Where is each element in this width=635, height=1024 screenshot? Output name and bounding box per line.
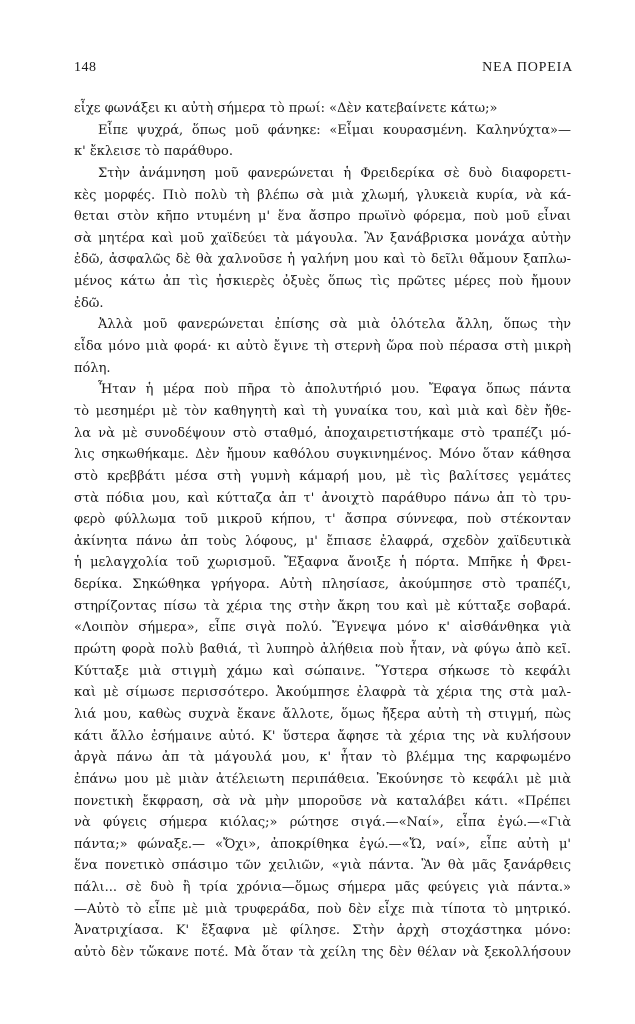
text-line: Κύτταξε μιὰ στιγμὴ χάμω καὶ σώπαινε. Ὕστερα σήκωσε τὸ κεφάλι xyxy=(74,663,571,679)
text-line: στηρίζοντας πίσω τὰ χέρια της στὴν ἄκρη του καὶ μὲ κύτταξε σοβαρά. xyxy=(74,598,571,614)
text-line: ἐδῶ, ἀσφαλῶς δὲ θὰ χαλνοῦσε ἡ γαλήνη μου καὶ τὸ δεῖλι θἄμουν ξαπλω- xyxy=(74,252,571,268)
text-line: τὸ μεσημέρι μὲ τὸν καθηγητὴ καὶ τὴ γυναίκα του, καὶ μιὰ καὶ δὲν ἤθε- xyxy=(74,403,571,419)
text-line: λις σηκωθήκαμε. Δὲν ἤμουν καθόλου συγκινημένος. Μόνο ὅταν κάθησα xyxy=(74,447,571,463)
text-line: πονετικὴ ἔκφραση, σὰ νὰ μὴν μποροῦσε νὰ καταλάβει κάτι. «Πρέπει xyxy=(74,793,571,809)
text-line: δερίκα. Σηκώθηκα γρήγορα. Αὐτὴ πλησίασε, ἀκούμπησε στὸ τραπέζι, xyxy=(74,577,571,593)
text-line: θεται στὸν κῆπο ντυμένη μ' ἕνα ἄσπρο πρωϊνὸ φόρεμα, ποὺ μοῦ εἶναι xyxy=(74,209,571,225)
text-line: μένος κάτω ἀπ τὶς ἠσκιερὲς ὀξυὲς ὅπως τὶς πρῶτες μέρες ποὺ ἤμουν xyxy=(74,274,571,290)
text-line: νὰ φύγεις σήμερα κιόλας;» ρώτησε σιγά.—«Ναί», εἶπα ἐγώ.—«Γιὰ xyxy=(74,815,571,831)
text-line: —Αὐτὸ τὸ εἶπε μὲ μιὰ τρυφεράδα, ποὺ δὲν εἶχε πιὰ τίποτα τὸ μητρικό. xyxy=(74,901,571,917)
text-line: ἐδῶ. xyxy=(74,295,104,311)
text-line: εἶδα μόνο μιὰ φορά· κι αὐτὸ ἔγινε τὴ στερνὴ ὥρα ποὺ πέρασα στὴ μικρὴ xyxy=(74,339,571,355)
text-line: εἶχε φωνάξει κι αὐτὴ σήμερα τὸ πρωί: «Δὲν κατεβαίνετε κάτω;» xyxy=(74,101,498,116)
text-line: «Λοιπὸν σήμερα», εἶπε σιγὰ πολύ. Ἔγνεψα μόνο κ' αἰσθάνθηκα γιὰ xyxy=(74,620,571,636)
text-line: κάτι ἄλλο ἐσήμαινε αὐτό. Κ' ὕστερα ἄφησε τὰ χέρια της νὰ κυλήσουν xyxy=(74,728,571,744)
text-line: λιά μου, καθὼς συχνὰ ἔκανε ἄλλοτε, ὅμως ἤξερα αὐτὴ τὴ στιγμή, πὼς xyxy=(74,706,571,722)
text-line: Εἶπε ψυχρά, ὅπως μοῦ φάνηκε: «Εἶμαι κουρασμένη. Καληνύχτα»— xyxy=(98,122,571,138)
text-line: στὸ κρεββάτι μέσα στὴ γυμνὴ κάμαρή μου, μὲ τὶς βαλίτσες γεμάτες xyxy=(74,468,571,484)
page-header xyxy=(74,60,573,80)
text-line: στὰ πόδια μου, καὶ κύτταζα ἀπ τ' ἀνοιχτὸ παράθυρο πάνω ἀπ τὸ τρυ- xyxy=(74,490,571,506)
text-line: καὶ μὲ σίμωσε περισσότερο. Ἀκούμπησε ἐλαφρὰ τὰ χέρια της στὰ μαλ- xyxy=(74,685,571,701)
text-line: ἡ μελαγχολία τοῦ χωρισμοῦ. Ἔξαφνα ἄνοιξε ἡ πόρτα. Μπῆκε ἡ Φρει- xyxy=(74,555,571,571)
text-line: πάντα;» φώναξε.— «Ὄχι», ἀποκρίθηκα ἐγώ.—«Ὤ, ναί», εἶπε αὐτὴ μ' xyxy=(74,836,571,852)
text-line: πόλη. xyxy=(74,360,111,376)
text-line: πρώτη φορὰ πολὺ βαθιά, τὶ λυπηρὸ ἀλήθεια ποὺ ἦταν, νὰ φύγω ἀπὸ κεῖ. xyxy=(74,642,571,658)
running-title: ΝΕΑ ΠΟΡΕΙΑ xyxy=(482,60,573,75)
text-line: πάλι... σὲ δυὸ ἢ τρία χρόνια—ὅμως σήμερα μᾶς φεύγεις γιὰ πάντα.» xyxy=(74,880,571,896)
page-number: 148 xyxy=(74,60,97,75)
text-line: λα νὰ μὲ συνοδέψουν στὸ σταθμό, ἀποχαιρετιστήκαμε στὸ τραπέζι μό- xyxy=(74,425,571,441)
body-text xyxy=(74,98,571,964)
text-line: Ἦταν ἡ μέρα ποὺ πῆρα τὸ ἀπολυτήριό μου. Ἔφαγα ὅπως πάντα xyxy=(98,382,571,398)
text-line: ἀργὰ πάνω ἀπ τὰ μάγουλά μου, κ' ἦταν τὸ βλέμμα της καρφωμένο xyxy=(74,750,571,766)
text-line: σὰ μητέρα καὶ μοῦ χαϊδεύει τὰ μάγουλα. Ἂν ξανάβρισκα μονάχα αὐτὴν xyxy=(74,230,571,246)
text-line: κὲς μορφές. Πιὸ πολὺ τὴ βλέπω σὰ μιὰ χλωμή, γλυκειὰ κυρία, νὰ κά- xyxy=(74,187,571,203)
text-line: ἀκίνητα πάνω ἀπ τοὺς λόφους, μ' ἔπιασε ἐλαφρά, σχεδὸν χαϊδευτικὰ xyxy=(74,533,571,549)
text-line: Ἀλλὰ μοῦ φανερώνεται ἐπίσης σὰ μιὰ ὁλότελα ἄλλη, ὅπως τὴν xyxy=(98,317,571,333)
text-line: Ἀνατριχίασα. Κ' ἔξαφνα μὲ φίλησε. Στὴν ἀρχὴ στοχάστηκα μόνο: xyxy=(74,923,571,939)
text-line: Στὴν ἀνάμνηση μοῦ φανερώνεται ἡ Φρειδερίκα σὲ δυὸ διαφορετι- xyxy=(98,165,571,181)
text-line: κ' ἔκλεισε τὸ παράθυρο. xyxy=(74,144,233,160)
text-line: ἐπάνω μου μὲ μιὰν ἀτέλειωτη περιπάθεια. Ἐκούνησε τὸ κεφάλι μὲ μιὰ xyxy=(74,771,571,787)
text-line: ἕνα πονετικὸ σπάσιμο τῶν χειλιῶν, «γιὰ πάντα. Ἂν θὰ μᾶς ξανάρθεις xyxy=(74,858,571,874)
text-line: φερὸ φύλλωμα τοῦ μικροῦ κήπου, τ' ἄσπρα σύννεφα, ποὺ στέκονταν xyxy=(74,512,571,528)
text-line: αὐτὸ δὲν τὥκανε ποτέ. Μὰ ὅταν τὰ χείλη της δὲν θέλαν νὰ ξεκολλήσουν xyxy=(74,944,571,960)
